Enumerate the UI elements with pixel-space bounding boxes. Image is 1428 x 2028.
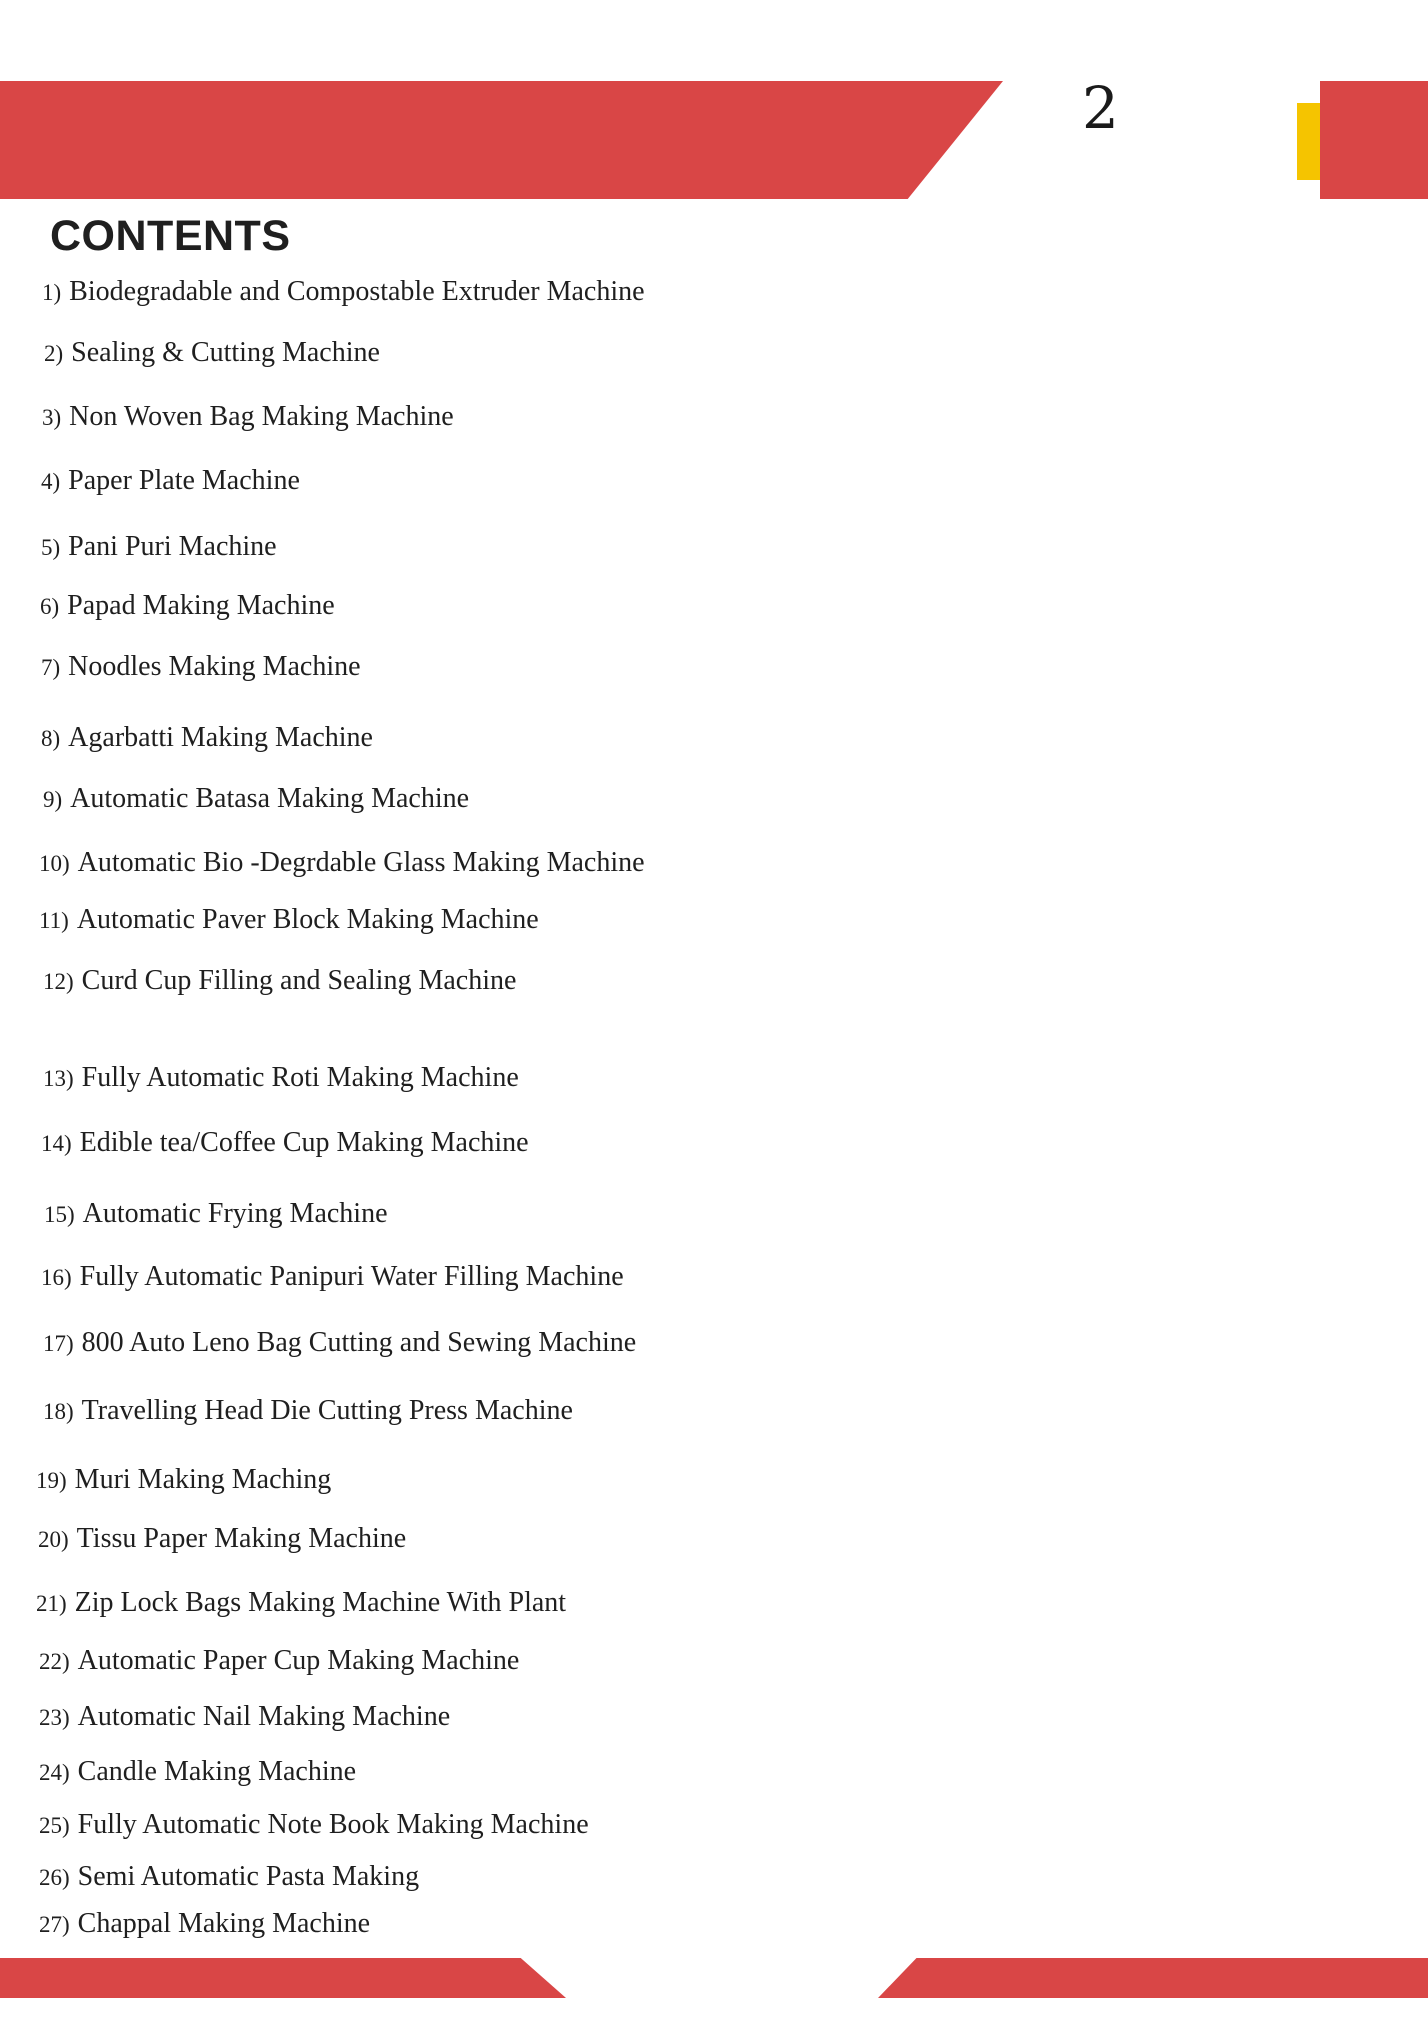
- toc-item-14: [41, 1125, 529, 1162]
- toc-item-number: 14): [41, 1131, 72, 1156]
- toc-item-number: 18): [43, 1399, 74, 1424]
- toc-item-number: 10): [39, 851, 70, 876]
- toc-item-title: Paper Plate Machine: [68, 465, 300, 496]
- toc-item-4: [41, 463, 300, 500]
- toc-item-number: 17): [43, 1331, 74, 1356]
- toc-item-22: [39, 1643, 519, 1680]
- bottom-left-red-banner: [0, 1958, 566, 1998]
- toc-item-number: 23): [39, 1705, 70, 1730]
- toc-item-24: [39, 1754, 356, 1791]
- toc-item-number: 6): [40, 594, 60, 619]
- toc-item-6: [40, 588, 335, 625]
- toc-item-title: Pani Puri Machine: [68, 531, 277, 562]
- toc-item-number: 22): [39, 1649, 70, 1674]
- toc-item-number: 19): [36, 1468, 67, 1493]
- toc-item-title: Semi Automatic Pasta Making: [77, 1861, 420, 1892]
- toc-item-23: [39, 1699, 450, 1736]
- toc-item-21: [36, 1585, 566, 1622]
- toc-item-title: Automatic Nail Making Machine: [77, 1701, 451, 1732]
- toc-item-number: 1): [42, 280, 62, 305]
- toc-item-title: Biodegradable and Compostable Extruder Machine: [69, 276, 645, 307]
- toc-item-title: Noodles Making Machine: [68, 651, 361, 682]
- toc-item-number: 24): [39, 1760, 70, 1785]
- toc-item-title: Chappal Making Machine: [77, 1908, 371, 1939]
- toc-item-number: 9): [43, 787, 63, 812]
- toc-item-title: Automatic Bio -Degrdable Glass Making Machine: [77, 847, 645, 878]
- toc-item-26: [39, 1859, 419, 1896]
- toc-item-title: Automatic Batasa Making Machine: [70, 783, 470, 814]
- toc-item-25: [39, 1807, 589, 1844]
- toc-item-title: Fully Automatic Roti Making Machine: [81, 1062, 519, 1093]
- toc-item-title: Curd Cup Filling and Sealing Machine: [81, 965, 517, 996]
- toc-item-title: 800 Auto Leno Bag Cutting and Sewing Machine: [81, 1327, 637, 1358]
- toc-item-number: 8): [41, 726, 61, 751]
- toc-item-2: [44, 335, 380, 372]
- toc-item-number: 25): [39, 1813, 70, 1838]
- toc-item-title: Papad Making Machine: [67, 590, 335, 621]
- toc-item-number: 5): [41, 535, 61, 560]
- yellow-accent-tab: [1297, 103, 1322, 180]
- top-red-banner: [0, 81, 1003, 199]
- toc-item-20: [38, 1521, 406, 1558]
- toc-item-1: [42, 274, 645, 311]
- toc-item-7: [41, 649, 361, 686]
- toc-item-9: [43, 781, 469, 818]
- toc-item-number: 4): [41, 469, 61, 494]
- toc-item-19: [36, 1462, 331, 1499]
- red-corner-block: [1320, 81, 1428, 199]
- toc-item-10: [39, 845, 645, 882]
- toc-item-number: 27): [39, 1912, 70, 1937]
- toc-item-8: [41, 720, 373, 757]
- toc-item-title: Agarbatti Making Machine: [68, 722, 373, 753]
- toc-item-number: 13): [43, 1066, 74, 1091]
- toc-item-11: [39, 902, 539, 939]
- toc-item-15: [44, 1196, 388, 1233]
- toc-item-number: 16): [41, 1265, 72, 1290]
- toc-item-number: 15): [44, 1202, 75, 1227]
- toc-item-title: Candle Making Machine: [77, 1756, 357, 1787]
- page-number: 2: [1082, 74, 1119, 142]
- toc-item-27: [39, 1906, 370, 1943]
- toc-item-number: 26): [39, 1865, 70, 1890]
- toc-item-number: 2): [44, 341, 64, 366]
- toc-item-17: [43, 1325, 636, 1362]
- toc-item-number: 20): [38, 1527, 69, 1552]
- toc-item-title: Sealing & Cutting Machine: [71, 337, 380, 368]
- toc-item-3: [42, 399, 454, 436]
- toc-item-number: 21): [36, 1591, 67, 1616]
- toc-item-5: [41, 529, 277, 566]
- toc-item-title: Automatic Paver Block Making Machine: [76, 904, 539, 935]
- toc-item-title: Automatic Frying Machine: [82, 1198, 388, 1229]
- toc-item-number: 7): [41, 655, 61, 680]
- toc-item-title: Zip Lock Bags Making Machine With Plant: [74, 1587, 567, 1618]
- toc-item-title: Tissu Paper Making Machine: [76, 1523, 407, 1554]
- toc-item-title: Muri Making Maching: [74, 1464, 332, 1495]
- toc-item-title: Automatic Paper Cup Making Machine: [77, 1645, 520, 1676]
- toc-item-number: 3): [42, 405, 62, 430]
- toc-item-number: 12): [43, 969, 74, 994]
- toc-item-title: Non Woven Bag Making Machine: [69, 401, 454, 432]
- toc-item-title: Edible tea/Coffee Cup Making Machine: [79, 1127, 529, 1158]
- toc-item-16: [41, 1259, 624, 1296]
- toc-item-12: [43, 963, 516, 1000]
- contents-heading: CONTENTS: [50, 212, 291, 260]
- toc-item-title: Fully Automatic Note Book Making Machine: [77, 1809, 589, 1840]
- toc-item-title: Fully Automatic Panipuri Water Filling Machine: [79, 1261, 624, 1292]
- toc-item-number: 11): [39, 908, 69, 933]
- toc-item-13: [43, 1060, 519, 1097]
- toc-item-title: Travelling Head Die Cutting Press Machine: [81, 1395, 573, 1426]
- bottom-right-red-banner: [878, 1958, 1428, 1998]
- toc-item-18: [43, 1393, 573, 1430]
